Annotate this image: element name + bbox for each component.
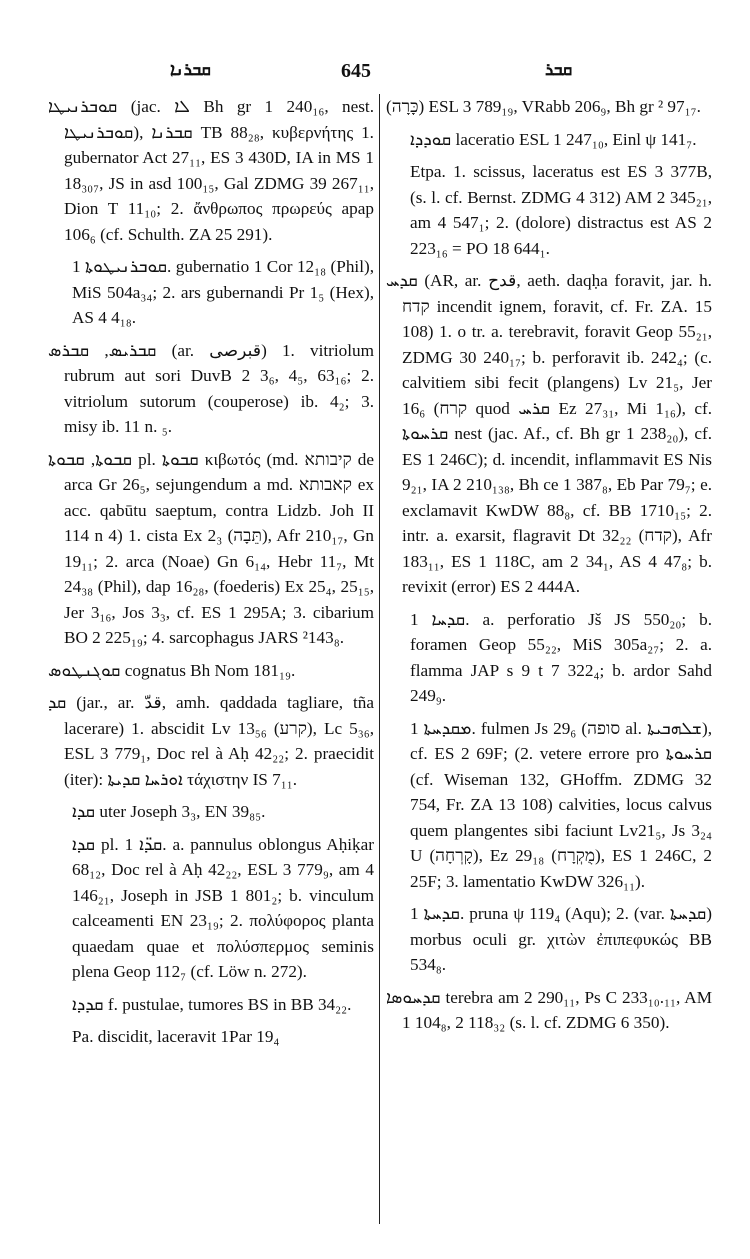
entry-qognatos: ܩܘܓܢܛܘܣ cognatus Bh Nom 181₁₉. <box>48 660 296 680</box>
entry-qdahosa: ܩܕܚܘܣܐ terebra am 2 290₁₁, Ps C 233₁₀.₁₁, AM 1 104₈, 2 118₃₂ (s. l. cf. ZDMG 6 350). <box>386 987 712 1032</box>
entry-qdaha: ܩܕܚܐ 1. a. perforatio Jš JS 550₂₀; b. foramen Geop 55₂₂, MiS 305a₂₇; 2. a. flamma JAP s 9 t 7 322₄; b. ardor Sahd 249₉. <box>410 609 713 705</box>
entry-continuation: (כָּרָה) ESL 3 789₁₉, VRabb 206₉, Bh gr ² 97₁₇. <box>386 97 701 116</box>
running-head-left: ܩܒܪܢܐ <box>170 60 211 79</box>
entry-etpa: Etpa. 1. scissus, laceratus est ES 3 377B, (s. l. cf. Bernst. ZDMG 4 312) AM 2 345₂₁, am 4 547₁; 2. (dolore) distractus est AS 2 223₁₆ = PO 18 644₁. <box>410 162 712 258</box>
entry-qad: ܩܕ (jar., ar. قدّ, amh. qaddada tagliare, tña lacerare) 1. abscidit Lv 13₅₆ (קרע), Lc 5₃₆, ESL 3 779₁, Doc rel à Aḥ 42₂₂; 2. praecidit (iter): ܐܘܪܚܐ ܩܕܝܬܐ τάχιστην IS 7₁₁. <box>48 693 374 789</box>
left-column <box>48 94 374 1057</box>
page-number: 645 <box>341 60 371 82</box>
entry-qdahta: ܩܕܚܬܐ 1. pruna ψ 119₄ (Aqu); 2. (var. ܩܕܚܬܐ) morbus oculi gr. χιτὼν ἐπιπεφυκώς BB 534₈. <box>410 904 712 974</box>
entry-maqdahta: ܡܩܕܚܬܐ 1. fulmen Js 29₆ (סופה al. ܫܠܗܒܝܬܐ), cf. ES 2 69F; (2. vetere errore pro ܩܪܚܘܬܐ (cf. Wiseman 132, GHoffm. ZDMG 32 754, Fr. ZA 13 108) calvities, locus calvus quem plangentes sibi faciunt Lv21₅, Js 3₂₄ U (קָרְחָה), Ez 29₁₈ (מֻקְרָח), ES 1 246C, 2 25F; 3. lamentatio KwDW 326₁₁). <box>410 718 713 891</box>
entry-qdah: ܩܕܚ (AR, ar. قدح, aeth. daqḥa foravit, jar. h. קדח incendit ignem, foravit, cf. Fr. ZA. 15 108) 1. o tr. a. terebravit, foravit Geop 55₂₁, ZDMG 30 240₁₇; b. perforavit ib. 242₄; (c. calvitiem sibi fecit (plangens) Lv 21₅, Jer 16₆ (קרח quod ܩܪܚ Ez 27₃₁, Mi 1₁₆), cf. ܩܪܚܘܬܐ nest (jac. Af., cf. Bh gr 1 238₂₀), cf. ES 1 246C); d. incendit, inflammavit ES Nis 9₂₁, IA 2 210₁₃₈, Bh ce 1 387₈, Eb Par 79₇; e. exclamavit KwDW 88₈, cf. BB 1710₁₅; 2. intr. a. exarsit, flagravit Dt 32₂₂ (קדח), Afr 183₁₁, ES 1 118C, am 2 34₁, AS 4 47₈; b. revixit (error) ES 2 444A. <box>386 271 713 596</box>
entry-qabuta: ܩܒܘܬܐ, ܩܒܘܬܐ pl. ܩܒܘܬܐ κιβωτός (md. קיבותא de arca Gr 26₅, sejungendum a md. קאבותא ex acc. qabūtu saeptum, contra Lidzb. Joh II 114 n 4) 1. cista Ex 2₃ (תֵּבָה), Afr 210₁₇, Gn 19₁₁; 2. arca (Noae) Gn 6₁₄, Hebr 11₇, Mt 24₃₈ (Phil), dap 16₂₈, (foederis) Ex 25₄, 25₁₅, Jer 3₁₆, Jos 3₃, cf. ES 1 295A; 3. cibarium BO 2 225₁₉; 4. sarcophagus JARS ²143₈. <box>48 449 375 647</box>
entry-pa: Pa. discidit, laceravit 1Par 19₄ <box>72 1027 280 1046</box>
right-column <box>386 94 712 1043</box>
entry-quddada: ܩܘܕܕܐ laceratio ESL 1 247₁₀, Einl ψ 141₇. <box>410 129 697 149</box>
entry-qubernituta: ܩܘܒܪܢܝܛܘܬܐ 1. gubernatio 1 Cor 12₁₈ (Phil), MiS 504a₃₄; 2. ars gubernandi Pr 1₅ (Hex), AS 4 4₁₈. <box>72 257 375 327</box>
page-header <box>0 60 750 88</box>
entry-qada-pannulus: ܩܕܐ pl. ܩܕ̈ܐ 1. a. pannulus oblongus Aḥiḳar 68₁₂, Doc rel à Aḥ 42₂₂, ESL 3 779₉, am 4 146₂₁, Joseph in JSB 1 801₂; b. vinculum calceamenti EN 23₁₉; 2. πολύφορος planta quaedam quae et πολύσπερμος seminis plena Geop 112₇ (cf. Löw n. 272). <box>72 834 375 981</box>
column-divider <box>379 94 380 1224</box>
entry-qubernita: ܩܘܒܪܢܝܛܐ (jac. ܠܐ Bh gr 1 240₁₆, nest. ܩܘܒܪܢܝܛܐ), ܩܒܪܢܐ TB 88₂₈, κυβερνήτης 1. gubernator Act 27₁₁, ES 3 430D, IA in MS 1 18₃₀₇, JS in asd 100₁₅, Gal ZDMG 39 267₁₁, Dion T 11₁₀; 2. ἄνθρωπος πρωρεύς apap 106₆ (cf. Schulth. ZA 25 291). <box>48 97 375 244</box>
running-head-right: ܩܒܪ <box>545 60 573 79</box>
entry-qadada: ܩܕܕܐ f. pustulae, tumores BS in BB 34₂₂. <box>72 994 352 1014</box>
entry-qabris: ܩܒܪܝܣ, ܩܒܪܣ (ar. قبرصى) 1. vitriolum rubrum aut sori DuvB 2 3₆, 4₅, 63₁₆; 2. vitriolum sutorum (couperose) ib. 4₂; 3. misy ib. 11 n. ₅. <box>48 340 374 436</box>
entry-qada-uter: ܩܕܐ uter Joseph 3₃, EN 39₈₅. <box>72 802 266 821</box>
